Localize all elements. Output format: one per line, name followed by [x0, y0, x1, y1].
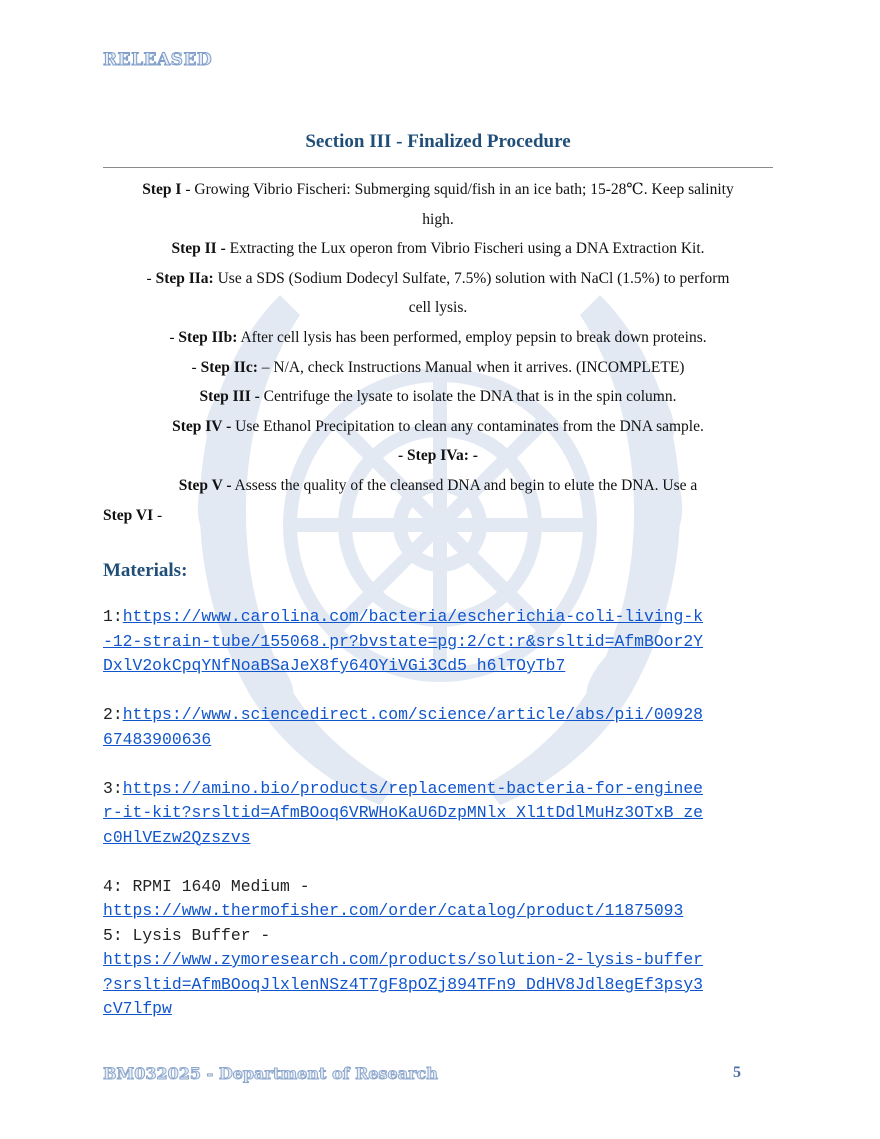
step-1: Step I - Growing Vibrio Fischeri: Submerging squid/fish in an ice bath; 15-28℃. Keep salinity: [142, 181, 734, 198]
title-divider: [103, 167, 773, 168]
material-link-2[interactable]: https://www.sciencedirect.com/science/article/abs/pii/00928: [122, 705, 704, 724]
step-2a-continued: cell lysis.: [408, 299, 468, 317]
material-item-1: 1:https://www.carolina.com/bacteria/escherichia-coli-living-k -12-strain-tube/155068.pr?bvstate=pg:2/ct:r&srsltid=AfmBOor2Y DxlV2okCpqYNfNoaBSaJeX8fy64OYiVGi3Cd5_h6lTOyTb7: [103, 605, 783, 679]
step-2c: - Step IIc: – N/A, check Instructions Manual when it arrives. (INCOMPLETE): [191, 358, 685, 376]
step-2a: - Step IIa: Use a SDS (Sodium Dodecyl Sulfate, 7.5%) solution with NaCl (1.5%) to perform: [146, 269, 730, 287]
material-link-5-cont[interactable]: ?srsltid=AfmBOoqJlxlenNSz4T7gF8pOZj894TFn9_DdHV8Jdl8egEf3psy3: [103, 974, 703, 994]
step-4a: - Step IVa: -: [398, 447, 478, 465]
footer-department: BM032025 - Department of Research: [103, 1064, 438, 1083]
released-stamp: RELEASED: [103, 50, 213, 70]
procedure-steps: [103, 175, 773, 530]
material-link-3[interactable]: https://amino.bio/products/replacement-bacteria-for-enginee: [122, 778, 704, 798]
step-3: Step III - Centrifuge the lysate to isolate the DNA that is in the spin column.: [199, 388, 677, 406]
material-item-5: 5: Lysis Buffer - https://www.zymoresearch.com/products/solution-2-lysis-buffer ?srsltid=AfmBOoqJlxlenNSz4T7gF8pOZj894TFn9_DdHV8Jdl8egEf3psy3 cV7lfpw: [103, 924, 783, 1022]
material-link-3-cont[interactable]: c0HlVEzw2Qzszvs: [103, 827, 251, 847]
spacer: [103, 679, 783, 704]
page-number: 5: [733, 1064, 741, 1081]
spacer: [103, 752, 783, 777]
material-link-2-cont[interactable]: 67483900636: [103, 729, 212, 749]
materials-list: [103, 605, 783, 1022]
materials-heading: Materials:: [103, 560, 188, 581]
material-link-3-cont[interactable]: r-it-kit?srsltid=AfmBOoq6VRWHoKaU6DzpMNlx_Xl1tDdlMuHz3OTxB_ze: [103, 803, 703, 822]
material-link-5[interactable]: https://www.zymoresearch.com/products/solution-2-lysis-buffer: [103, 950, 703, 969]
step-1-continued: high.: [422, 210, 454, 228]
step-4: Step IV - Use Ethanol Precipitation to clean any contaminates from the DNA sample.: [172, 417, 704, 435]
material-link-5-cont[interactable]: cV7lfpw: [103, 999, 172, 1018]
material-link-1-cont[interactable]: -12-strain-tube/155068.pr?bvstate=pg:2/ct:r&srsltid=AfmBOor2Y: [103, 631, 703, 651]
material-item-3: 3:https://amino.bio/products/replacement-bacteria-for-enginee r-it-kit?srsltid=AfmBOoq6VRWHoKaU6DzpMNlx_Xl1tDdlMuHz3OTxB_ze c0HlVEzw2Qzszvs: [103, 777, 783, 851]
material-link-4[interactable]: https://www.thermofisher.com/order/catalog/product/11875093: [103, 901, 684, 920]
material-item-2: 2:https://www.sciencedirect.com/science/article/abs/pii/00928 67483900636: [103, 703, 783, 752]
step-6: Step VI -: [103, 506, 163, 524]
section-title: Section III - Finalized Procedure: [305, 131, 571, 152]
spacer: [103, 850, 783, 875]
step-5: Step V - Assess the quality of the cleansed DNA and begin to elute the DNA. Use a: [178, 476, 698, 494]
material-link-1[interactable]: https://www.carolina.com/bacteria/escherichia-coli-living-k: [122, 607, 704, 626]
material-link-1-cont[interactable]: DxlV2okCpqYNfNoaBSaJeX8fy64OYiVGi3Cd5_h6lTOyTb7: [103, 656, 566, 675]
step-2: Step II - Extracting the Lux operon from Vibrio Fischeri using a DNA Extraction Kit.: [171, 240, 705, 258]
material-item-4: 4: RPMI 1640 Medium - https://www.thermofisher.com/order/catalog/product/11875093: [103, 875, 783, 924]
step-2b: - Step IIb: After cell lysis has been performed, employ pepsin to break down proteins.: [169, 328, 707, 346]
